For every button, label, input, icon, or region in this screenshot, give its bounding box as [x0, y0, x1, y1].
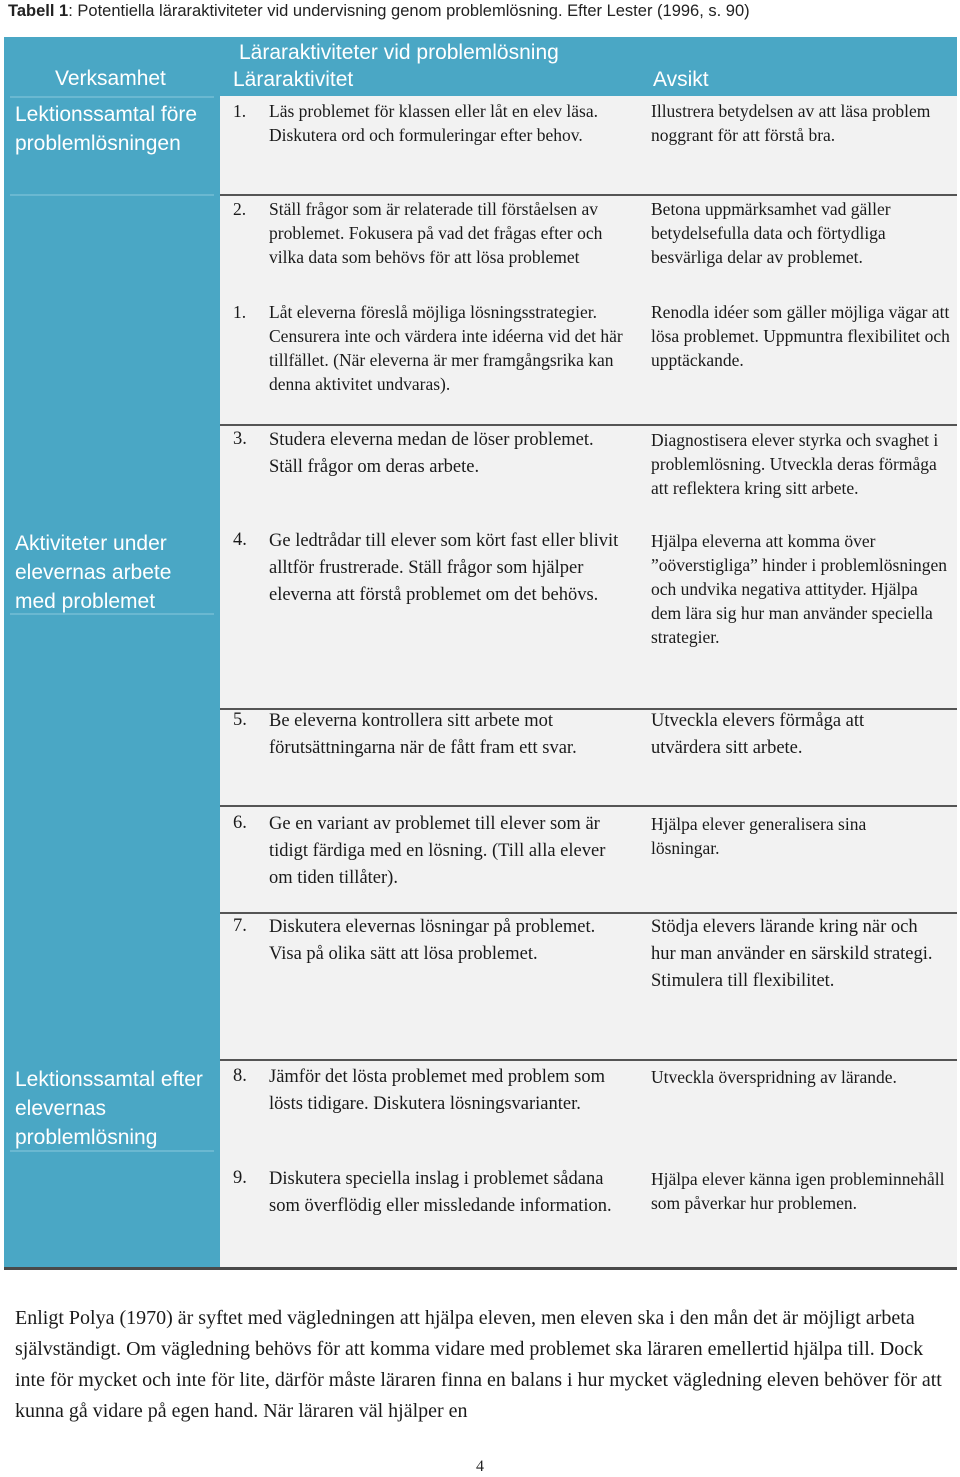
phase-fore: Lektionssamtal före problemlösningen	[15, 103, 198, 155]
row-number: 6.	[233, 813, 247, 833]
row-number: 8.	[233, 1066, 247, 1086]
phase-efter: Lektionssamtal efter elevernas problemlösning	[15, 1068, 203, 1149]
purpose-text: Diagnostisera elever styrka och svaghet i problemlösning. Utveckla deras förmåga att reflektera kring sitt arbete.	[651, 430, 939, 498]
activity-text: Läs problemet för klassen eller låt en elev läsa. Diskutera ord och formuleringar efter behov.	[269, 101, 598, 145]
purpose-text: Utveckla överspridning av lärande.	[651, 1067, 897, 1087]
header-lararaktivitet: Läraraktivitet	[233, 68, 354, 91]
activity-text: Diskutera elevernas lösningar på problemet. Visa på olika sätt att lösa problemet.	[269, 917, 596, 964]
body-paragraph: Enligt Polya (1970) är syftet med vägledningen att hjälpa eleven, men eleven ska i den mån det är möjligt arbeta självständigt. Om vägledning behövs för att komma vidare med problemet ska läraren emellertid hjälpa till. Dock inte för mycket och inte för lite, därför måste läraren finna en balans i hur mycket vägledning eleven behöver för att kunna gå vidare på egen hand. När läraren väl hjälper en	[15, 1307, 942, 1422]
purpose-text: Utveckla elevers förmåga att utvärdera sitt arbete.	[651, 711, 865, 758]
activity-text: Jämför det lösta problemet med problem som lösts tidigare. Diskutera lösningsvarianter.	[269, 1067, 606, 1114]
row-number: 9.	[233, 1168, 247, 1188]
header-group-title: Läraraktiviteter vid problemlösning	[239, 41, 559, 64]
table-bottom-rule	[4, 1267, 957, 1270]
activity-text: Ge en variant av problemet till elever som är tidigt färdiga med en lösning. (Till alla elever om tiden tillåter).	[269, 814, 606, 888]
purpose-text: Illustrera betydelsen av att läsa problem noggrant för att förstå bra.	[651, 101, 931, 145]
row-number: 2.	[233, 199, 247, 219]
row-number: 7.	[233, 916, 247, 936]
left-separator	[10, 96, 214, 98]
header-avsikt: Avsikt	[653, 68, 709, 91]
purpose-text: Stödja elevers lärande kring när och hur man använder en särskild strategi. Stimulera till flexibilitet.	[651, 917, 933, 991]
activity-table	[4, 37, 957, 1272]
row-separator	[220, 194, 957, 196]
table-caption	[8, 2, 750, 21]
row-number: 5.	[233, 710, 247, 730]
purpose-text: Hjälpa elever känna igen probleminnehåll som påverkar hur problemen.	[651, 1169, 945, 1213]
row-number: 3.	[233, 429, 247, 449]
purpose-text: Hjälpa eleverna att komma över ”oöverstigliga” hinder i problemlösningen och undvika negativa attityder. Hjälpa dem lära sig hur man använder speciella strategier.	[651, 531, 947, 647]
purpose-text: Hjälpa elever generalisera sina lösningar.	[651, 814, 867, 858]
activity-text: Ge ledtrådar till elever som kört fast eller blivit alltför frustrerade. Ställ frågor som hjälper eleverna att förstå problemet om det behövs.	[269, 531, 619, 605]
row-separator	[220, 805, 957, 807]
row-number: 1.	[233, 302, 247, 322]
purpose-text: Renodla idéer som gäller möjliga vägar att lösa problemet. Uppmuntra flexibilitet och upptäckande.	[651, 302, 950, 370]
purpose-text: Betona uppmärksamhet vad gäller betydelsefulla data och förtydliga besvärliga delar av problemet.	[651, 199, 891, 267]
row-separator	[220, 1059, 957, 1061]
caption-text: : Potentiella läraraktiviteter vid undervisning genom problemlösning. Efter Lester (1996, s. 90)	[68, 2, 750, 20]
row-number: 4.	[233, 530, 247, 550]
activity-text: Låt eleverna föreslå möjliga lösningsstrategier. Censurera inte och värdera inte idéerna vid det här tillfället. (När eleverna är mer framgångsrika kan denna aktivitet undvaras).	[269, 302, 623, 394]
row-separator	[220, 424, 957, 426]
activity-text: Studera eleverna medan de löser problemet. Ställ frågor om deras arbete.	[269, 430, 594, 477]
activity-text: Diskutera speciella inslag i problemet sådana som överflödig eller missledande information.	[269, 1169, 612, 1216]
row-number: 1.	[233, 101, 247, 121]
activity-text: Ställ frågor som är relaterade till förståelsen av problemet. Fokusera på vad det frågas efter och vilka data som behövs för att lösa problemet	[269, 199, 603, 267]
page-number: 4	[476, 1458, 484, 1475]
header-verksamhet: Verksamhet	[55, 67, 166, 90]
activity-text: Be eleverna kontrollera sitt arbete mot förutsättningarna när de fått fram ett svar.	[269, 711, 577, 758]
caption-label: Tabell 1	[8, 2, 69, 20]
phase-under: Aktiviteter under elevernas arbete med problemet	[15, 532, 172, 613]
left-separator	[10, 194, 214, 196]
